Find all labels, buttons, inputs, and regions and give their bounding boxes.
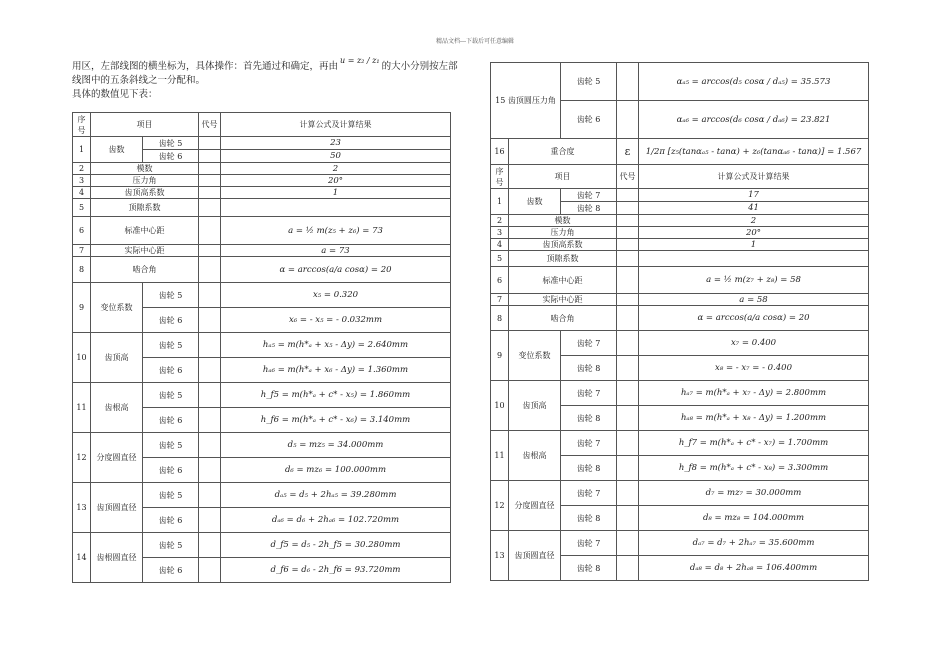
row-seq: 5 <box>73 199 91 217</box>
row-formula: dₐ₆ = d₆ + 2hₐ₆ = 102.720mm <box>221 508 451 533</box>
row-code <box>617 331 639 356</box>
intro-line-1 <box>72 56 458 74</box>
row-sub: 齿轮 5 <box>143 137 199 150</box>
row-sub: 齿轮 7 <box>561 531 617 556</box>
row-code: ε <box>617 139 639 165</box>
row-seq: 4 <box>491 239 509 251</box>
row-formula: α = arccos(a/a cosα) = 20 <box>639 306 869 331</box>
row-seq: 1 <box>491 189 509 215</box>
row-item: 齿根高 <box>509 431 561 481</box>
row-seq: 16 <box>491 139 509 165</box>
row-item: 标准中心距 <box>509 267 617 294</box>
header-item: 项目 <box>509 165 617 189</box>
row-formula: αₐ₆ = arccos(d₆ cosα / dₐ₆) = 23.821 <box>639 101 869 139</box>
row-formula: dₐ₈ = d₈ + 2hₐ₈ = 106.400mm <box>639 556 869 581</box>
row-item: 顶隙系数 <box>509 251 617 267</box>
row-sub: 齿轮 8 <box>561 456 617 481</box>
row-formula: d₈ = mz₈ = 104.000mm <box>639 506 869 531</box>
row-seq: 9 <box>491 331 509 381</box>
row-code <box>199 137 221 150</box>
row-formula: dₐ₅ = d₅ + 2hₐ₅ = 39.280mm <box>221 483 451 508</box>
row-formula: α = arccos(a/a cosα) = 20 <box>221 257 451 283</box>
row-code <box>199 383 221 408</box>
row-formula: hₐ₆ = m(h*ₐ + x₆ - Δy) = 1.360mm <box>221 358 451 383</box>
table-row <box>491 267 869 294</box>
row-sub: 齿轮 5 <box>143 533 199 558</box>
row-formula <box>221 199 451 217</box>
row-formula: αₐ₅ = arccos(d₅ cosα / dₐ₅) = 35.573 <box>639 63 869 101</box>
row-seq: 13 <box>73 483 91 533</box>
row-code <box>199 458 221 483</box>
header-seq: 序号 <box>73 113 91 137</box>
gear-pair-7-8-table <box>490 62 869 581</box>
row-item: 实际中心距 <box>509 294 617 306</box>
intro-text-a: 用区，左部线图的横坐标为，具体操作：首先通过和确定，再由 <box>72 61 339 72</box>
row-sub: 齿轮 7 <box>561 189 617 202</box>
table-row <box>491 139 869 165</box>
table-row <box>73 333 451 358</box>
row-formula: 20° <box>221 175 451 187</box>
row-item: 齿根高 <box>91 383 143 433</box>
row-seq: 5 <box>491 251 509 267</box>
row-seq: 9 <box>73 283 91 333</box>
row-seq: 3 <box>73 175 91 187</box>
row-sub: 齿轮 6 <box>561 101 617 139</box>
row-sub: 齿轮 8 <box>561 506 617 531</box>
row-formula: a = 58 <box>639 294 869 306</box>
row-seq: 13 <box>491 531 509 581</box>
row-sub: 齿轮 6 <box>143 558 199 583</box>
row-code <box>617 306 639 331</box>
row-sub: 齿轮 7 <box>561 331 617 356</box>
row-formula: d_f6 = d₆ - 2h_f6 = 93.720mm <box>221 558 451 583</box>
row-seq: 6 <box>73 217 91 245</box>
row-formula: 50 <box>221 150 451 163</box>
row-code <box>617 406 639 431</box>
table-row <box>73 137 451 150</box>
table-row <box>491 189 869 202</box>
row-sub: 齿轮 6 <box>143 458 199 483</box>
row-code <box>199 217 221 245</box>
table-row <box>73 175 451 187</box>
row-formula: x₇ = 0.400 <box>639 331 869 356</box>
row-code <box>199 199 221 217</box>
row-item: 压力角 <box>91 175 199 187</box>
row-code <box>617 481 639 506</box>
row-formula: 1 <box>639 239 869 251</box>
row-formula: 2 <box>221 163 451 175</box>
row-formula: dₐ₇ = d₇ + 2hₐ₇ = 35.600mm <box>639 531 869 556</box>
row-item: 齿数 <box>91 137 143 163</box>
row-formula: hₐ₇ = m(h*ₐ + x₇ - Δy) = 2.800mm <box>639 381 869 406</box>
row-item: 顶隙系数 <box>91 199 199 217</box>
row-formula: 1/2π [z₅(tanαₐ₅ - tanα) + z₆(tanαₐ₆ - tanα)] = 1.567 <box>639 139 869 165</box>
row-formula: h_f5 = m(h*ₐ + c* - x₅) = 1.860mm <box>221 383 451 408</box>
row-seq: 3 <box>491 227 509 239</box>
row-formula: a = ½ m(z₅ + z₆) = 73 <box>221 217 451 245</box>
row-item: 齿顶圆直径 <box>509 531 561 581</box>
row-formula: 1 <box>221 187 451 199</box>
table-row <box>491 381 869 406</box>
row-code <box>617 189 639 202</box>
row-code <box>199 187 221 199</box>
row-code <box>199 150 221 163</box>
header-code: 代号 <box>199 113 221 137</box>
row-sub: 齿轮 5 <box>143 433 199 458</box>
table-row <box>491 239 869 251</box>
table-row <box>491 306 869 331</box>
row-item: 变位系数 <box>509 331 561 381</box>
row-code <box>199 283 221 308</box>
row-seq: 15 <box>495 96 506 105</box>
row-seq: 14 <box>73 533 91 583</box>
row-code <box>199 163 221 175</box>
row-formula: 20° <box>639 227 869 239</box>
row-code <box>617 101 639 139</box>
row-formula: 2 <box>639 215 869 227</box>
header-formula: 计算公式及计算结果 <box>221 113 451 137</box>
row-seq: 10 <box>491 381 509 431</box>
row-item: 齿根圆直径 <box>91 533 143 583</box>
row-code <box>199 358 221 383</box>
header-item: 项目 <box>91 113 199 137</box>
row-seq: 11 <box>491 431 509 481</box>
row-item: 重合度 <box>509 139 617 165</box>
row-seq: 1 <box>73 137 91 163</box>
row-formula: a = 73 <box>221 245 451 257</box>
intro-line-2: 线图中的五条斜线之一分配和。 <box>72 75 206 86</box>
row-code <box>199 558 221 583</box>
row-item: 啮合角 <box>91 257 199 283</box>
row-sub: 齿轮 7 <box>561 481 617 506</box>
row-seq: 6 <box>491 267 509 294</box>
row-seq-item <box>491 63 561 139</box>
row-item: 齿顶高系数 <box>509 239 617 251</box>
row-seq: 10 <box>73 333 91 383</box>
table-row <box>73 257 451 283</box>
row-formula: x₆ = - x₅ = - 0.032mm <box>221 308 451 333</box>
row-code <box>617 356 639 381</box>
intro-paragraph <box>72 56 458 102</box>
row-code <box>617 202 639 215</box>
row-formula: h_f7 = m(h*ₐ + c* - x₇) = 1.700mm <box>639 431 869 456</box>
row-seq: 4 <box>73 187 91 199</box>
row-item: 齿顶高系数 <box>91 187 199 199</box>
row-sub: 齿轮 8 <box>561 356 617 381</box>
row-code <box>617 215 639 227</box>
row-code <box>199 308 221 333</box>
row-sub: 齿轮 5 <box>143 283 199 308</box>
row-code <box>617 431 639 456</box>
row-seq: 12 <box>73 433 91 483</box>
row-formula: x₈ = - x₇ = - 0.400 <box>639 356 869 381</box>
table-row <box>491 294 869 306</box>
table-row <box>491 431 869 456</box>
table-row <box>73 199 451 217</box>
row-formula: x₅ = 0.320 <box>221 283 451 308</box>
row-item: 模数 <box>91 163 199 175</box>
row-sub: 齿轮 5 <box>143 483 199 508</box>
row-item: 齿数 <box>509 189 561 215</box>
table-row <box>491 481 869 506</box>
table-row <box>491 215 869 227</box>
table-row <box>491 227 869 239</box>
row-item: 分度圆直径 <box>509 481 561 531</box>
row-code <box>617 267 639 294</box>
row-seq: 12 <box>491 481 509 531</box>
table-row <box>491 251 869 267</box>
row-code <box>199 408 221 433</box>
row-seq: 2 <box>491 215 509 227</box>
row-seq: 7 <box>491 294 509 306</box>
table-row <box>491 331 869 356</box>
row-formula: h_f6 = m(h*ₐ + c* - x₆) = 3.140mm <box>221 408 451 433</box>
row-code <box>199 533 221 558</box>
row-formula: d₆ = mz₆ = 100.000mm <box>221 458 451 483</box>
row-sub: 齿轮 6 <box>143 408 199 433</box>
row-code <box>617 251 639 267</box>
row-formula: d_f5 = d₅ - 2h_f5 = 30.280mm <box>221 533 451 558</box>
row-formula: h_f8 = m(h*ₐ + c* - x₈) = 3.300mm <box>639 456 869 481</box>
row-sub: 齿轮 5 <box>143 383 199 408</box>
row-item: 齿顶圆压力角 <box>507 96 556 105</box>
row-item: 标准中心距 <box>91 217 199 245</box>
table-header-row <box>491 165 869 189</box>
row-sub: 齿轮 6 <box>143 508 199 533</box>
table-row <box>491 531 869 556</box>
row-sub: 齿轮 8 <box>561 202 617 215</box>
row-code <box>617 63 639 101</box>
row-item: 啮合角 <box>509 306 617 331</box>
row-code <box>199 257 221 283</box>
row-code <box>617 239 639 251</box>
row-code <box>617 294 639 306</box>
table-row <box>73 217 451 245</box>
row-item: 齿顶圆直径 <box>91 483 143 533</box>
row-sub: 齿轮 5 <box>561 63 617 101</box>
row-formula: hₐ₅ = m(h*ₐ + x₅ - Δy) = 2.640mm <box>221 333 451 358</box>
row-item: 齿顶高 <box>509 381 561 431</box>
row-formula: 41 <box>639 202 869 215</box>
row-formula: a = ½ m(z₇ + z₈) = 58 <box>639 267 869 294</box>
row-code <box>617 556 639 581</box>
row-code <box>199 483 221 508</box>
header-code: 代号 <box>617 165 639 189</box>
row-formula: hₐ₈ = m(h*ₐ + x₈ - Δy) = 1.200mm <box>639 406 869 431</box>
row-item: 模数 <box>509 215 617 227</box>
row-formula: d₇ = mz₇ = 30.000mm <box>639 481 869 506</box>
row-seq: 2 <box>73 163 91 175</box>
table-row <box>73 283 451 308</box>
row-seq: 8 <box>73 257 91 283</box>
header-formula: 计算公式及计算结果 <box>639 165 869 189</box>
table-row <box>73 433 451 458</box>
row-seq: 8 <box>491 306 509 331</box>
row-sub: 齿轮 8 <box>561 406 617 431</box>
row-sub: 齿轮 8 <box>561 556 617 581</box>
row-item: 压力角 <box>509 227 617 239</box>
intro-text-b: 的大小分别按左部 <box>381 61 458 72</box>
row-seq: 7 <box>73 245 91 257</box>
row-item: 变位系数 <box>91 283 143 333</box>
intro-line-3: 具体的数值见下表： <box>72 89 158 100</box>
row-code <box>617 456 639 481</box>
table-row <box>73 533 451 558</box>
table-row <box>73 163 451 175</box>
row-code <box>199 508 221 533</box>
row-sub: 齿轮 6 <box>143 358 199 383</box>
row-code <box>617 506 639 531</box>
table-row <box>73 383 451 408</box>
row-code <box>199 245 221 257</box>
row-sub: 齿轮 7 <box>561 431 617 456</box>
row-item: 分度圆直径 <box>91 433 143 483</box>
row-seq: 11 <box>73 383 91 433</box>
row-formula: 17 <box>639 189 869 202</box>
row-sub: 齿轮 6 <box>143 308 199 333</box>
table-row <box>73 245 451 257</box>
gear-pair-5-6-table <box>72 112 451 583</box>
row-code <box>617 531 639 556</box>
table-row <box>491 63 869 101</box>
row-item: 实际中心距 <box>91 245 199 257</box>
gear-ratio-formula: u = z₂ / z₁ <box>340 56 380 65</box>
row-code <box>617 381 639 406</box>
table-row <box>73 483 451 508</box>
row-formula: d₅ = mz₅ = 34.000mm <box>221 433 451 458</box>
row-code <box>199 433 221 458</box>
row-sub: 齿轮 7 <box>561 381 617 406</box>
row-sub: 齿轮 6 <box>143 150 199 163</box>
row-sub: 齿轮 5 <box>143 333 199 358</box>
row-formula: 23 <box>221 137 451 150</box>
row-formula <box>639 251 869 267</box>
row-code <box>199 333 221 358</box>
table-row <box>73 187 451 199</box>
row-item: 齿顶高 <box>91 333 143 383</box>
row-code <box>199 175 221 187</box>
row-code <box>617 227 639 239</box>
header-seq: 序号 <box>491 165 509 189</box>
table-header-row <box>73 113 451 137</box>
page-header: 精品文档---下载后可任意编辑 <box>435 38 515 45</box>
